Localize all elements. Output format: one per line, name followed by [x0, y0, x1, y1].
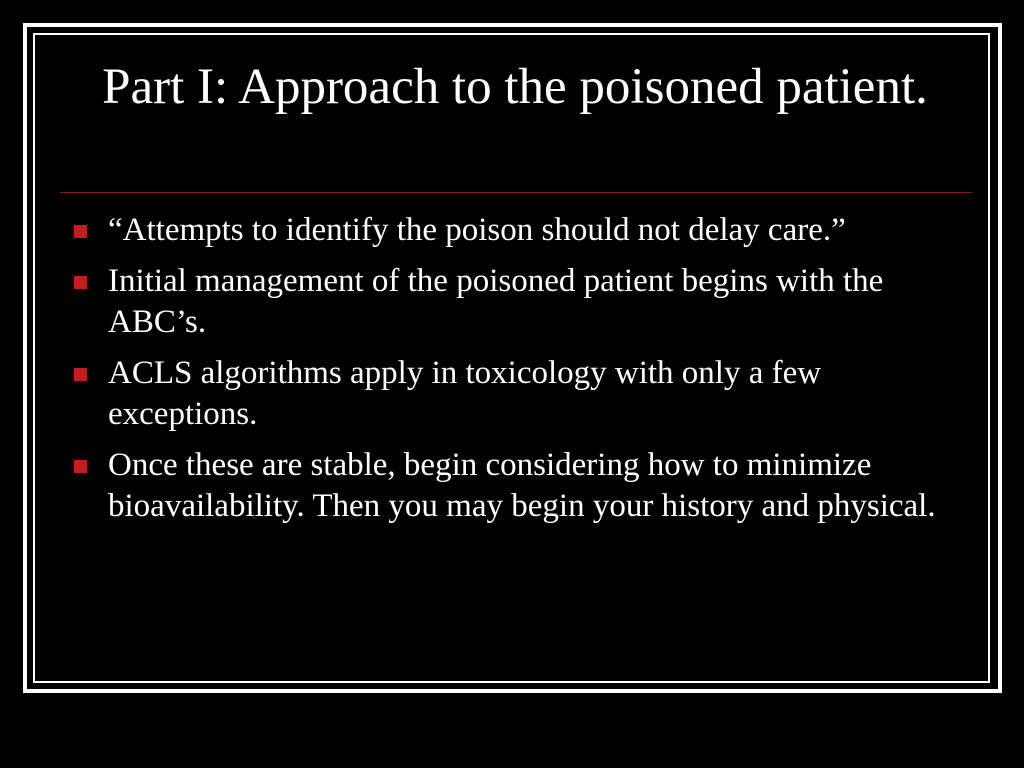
bullet-text: Once these are stable, begin considering how to minimize bioavailability. Then you may begin your history and physical. — [108, 447, 936, 524]
square-bullet-icon — [74, 368, 87, 381]
slide-title: Part I: Approach to the poisoned patient. — [102, 59, 928, 115]
title-divider — [60, 192, 972, 193]
bullet-text: ACLS algorithms apply in toxicology with only a few exceptions. — [108, 355, 822, 432]
bullet-text: Initial management of the poisoned patient begins with the ABC’s. — [108, 263, 884, 340]
square-bullet-icon — [74, 276, 87, 289]
square-bullet-icon — [74, 460, 87, 473]
bullet-item — [72, 261, 972, 343]
bullet-list — [72, 210, 972, 537]
square-bullet-icon — [74, 225, 87, 238]
bullet-item — [72, 210, 972, 251]
bullet-item — [72, 353, 972, 435]
bullet-item — [72, 445, 972, 527]
bullet-text: “Attempts to identify the poison should not delay care.” — [108, 212, 846, 248]
